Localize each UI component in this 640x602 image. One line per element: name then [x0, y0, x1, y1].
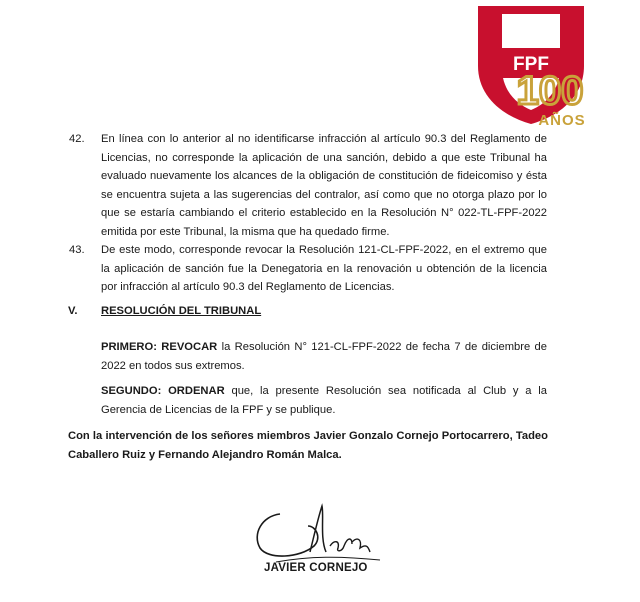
- logo-anos: AÑOS: [538, 112, 586, 128]
- section-title: RESOLUCIÓN DEL TRIBUNAL: [101, 305, 262, 317]
- resolution-primero: [101, 338, 547, 375]
- resolution-text: que, la presente Resolución sea notificada al Club y a la Gerencia de Licencias de la FPF y se publique.: [101, 385, 548, 416]
- paragraph-42: En línea con lo anterior al no identificarse infracción al artículo 90.3 del Reglamento de Licencias, no corresponde la aplicación de una sanción, debido a que este Tribunal ha evaluado nuevamente los alcances de la obligación de constitución de fideicomiso y ésta se encuentra sujeta a las sugerencias del contralor, así como que no otorga plazo por lo que se estaría cambiando el criterio establecido en la Resolución N° 022-TL-FPF-2022 emitida por este Tribunal, la misma que ha quedado firme.: [101, 133, 547, 238]
- section-number: V.: [68, 305, 78, 317]
- signer-name: JAVIER CORNEJO: [264, 562, 368, 574]
- paragraph-number: 43.: [69, 244, 85, 256]
- fpf-100-anos-logo: [476, 4, 594, 128]
- closing-statement: Con la intervención de los señores miembros Javier Gonzalo Cornejo Portocarrero, Tadeo Caballero Ruiz y Fernando Alejandro Román Malca.: [68, 430, 548, 461]
- resolution-segundo: [101, 382, 547, 419]
- paragraph-number: 42.: [69, 133, 85, 145]
- logo-100: 100: [516, 69, 584, 113]
- resolution-label: SEGUNDO:: [101, 385, 162, 397]
- resolution-action: REVOCAR: [161, 341, 218, 353]
- resolution-action: ORDENAR: [168, 385, 225, 397]
- fpf-letters: FPF: [513, 54, 549, 75]
- resolution-label: PRIMERO:: [101, 341, 157, 353]
- paragraph-43: De este modo, corresponde revocar la Resolución 121-CL-FPF-2022, en el extremo que la aplicación de sanción fue la Denegatoria en la renovación u obtención de la licencia por infracción al artículo 90.3 del Reglamento de Licencias.: [101, 244, 547, 293]
- resolution-text: la Resolución N° 121-CL-FPF-2022 de fecha 7 de diciembre de 2022 en todos sus extremos.: [101, 341, 547, 372]
